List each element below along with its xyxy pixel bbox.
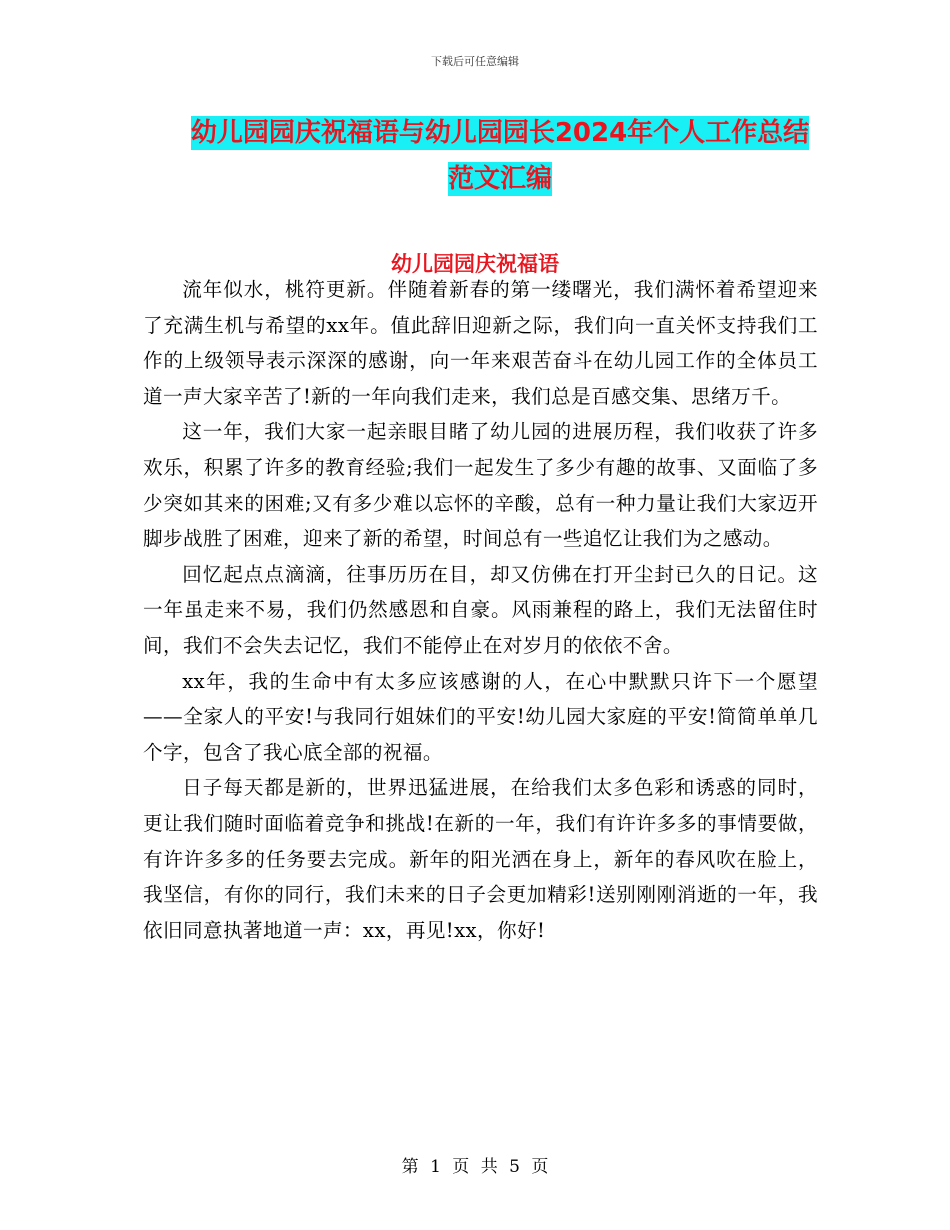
document-title <box>140 110 860 202</box>
document-title-line-2: 范文汇编 <box>447 164 552 194</box>
paragraph: 这一年，我们大家一起亲眼目睹了幼儿园的进展历程，我们收获了许多欢乐，积累了许多的教育经验;我们一起发生了多少有趣的故事、又面临了多少突如其来的困难;又有多少难以忘怀的辛酸，总有一种力量让我们大家迈开脚步战胜了困难，迎来了新的希望，时间总有一些追忆让我们为之感动。 <box>143 420 818 551</box>
section-heading: 幼儿园园庆祝福语 <box>391 252 559 276</box>
body-text <box>143 272 818 948</box>
paragraph: 流年似水，桃符更新。伴随着新春的第一缕曙光，我们满怀着希望迎来了充满生机与希望的xx年。值此辞旧迎新之际，我们向一直关怀支持我们工作的上级领导表示深深的感谢，向一年来艰苦奋斗在幼儿园工作的全体员工道一声大家辛苦了!新的一年向我们走来，我们总是百感交集、思绪万千。 <box>143 278 818 408</box>
document-title-line-1: 幼儿园园庆祝福语与幼儿园园长2024年个人工作总结 <box>190 118 810 148</box>
header-note: 下载后可任意编辑 <box>431 55 519 68</box>
paragraph: 回忆起点点滴滴，往事历历在目，却又仿佛在打开尘封已久的日记。这一年虽走来不易，我们仍然感恩和自豪。风雨兼程的路上，我们无法留住时间，我们不会失去记忆，我们不能停止在对岁月的依依不舍。 <box>143 562 818 657</box>
page-footer: 第 1 页 共 5 页 <box>401 1157 549 1177</box>
paragraph: xx年，我的生命中有太多应该感谢的人，在心中默默只许下一个愿望——全家人的平安!与我同行姐妹们的平安!幼儿园大家庭的平安!简简单单几个字，包含了我心底全部的祝福。 <box>143 669 818 764</box>
paragraph: 日子每天都是新的，世界迅猛进展，在给我们太多色彩和诱惑的同时，更让我们随时面临着竞争和挑战!在新的一年，我们有许许多多的事情要做，有许许多多的任务要去完成。新年的阳光洒在身上，新年的春风吹在脸上，我坚信，有你的同行，我们未来的日子会更加精彩!送别刚刚消逝的一年，我依旧同意执著地道一声：xx，再见!xx，你好! <box>143 776 818 942</box>
